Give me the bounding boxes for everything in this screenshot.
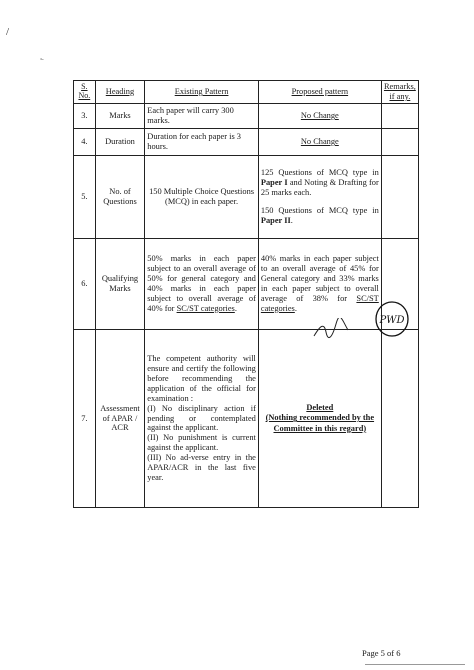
row-remarks [381, 239, 418, 330]
row-existing: 150 Multiple Choice Questions (MCQ) in each paper. [145, 156, 259, 239]
row-remarks [381, 156, 418, 239]
header-heading: Heading [95, 81, 145, 104]
row-existing [145, 239, 259, 330]
existing-intro: The competent authority will ensure and certify the following before recommending the application of the official for examination : [147, 354, 256, 403]
table-row [74, 156, 419, 239]
proposed-bold: Paper I [260, 178, 288, 188]
row-proposed [258, 239, 381, 330]
row-heading: Marks [95, 104, 145, 129]
table-row [74, 239, 419, 330]
row-remarks [381, 129, 418, 156]
existing-text: 50% marks in each paper subject to an overall average of 50% for general category and 40% marks in each paper subject to overall average of 40% for [147, 254, 256, 313]
proposed-text: . [290, 215, 293, 225]
row-heading: Qualifying Marks [95, 239, 145, 330]
proposed-text: 40% marks in each paper subject to an overall average of 45% for General category and 33% marks in each paper subject to overall average of 38% for [260, 254, 379, 303]
header-proposed: Proposed pattern [258, 81, 381, 104]
proposed-text: 150 Questions of MCQ type in [260, 205, 379, 215]
row-sno: 3. [74, 104, 96, 129]
exam-pattern-table [73, 80, 419, 508]
table-row [74, 330, 419, 508]
existing-item-2: (II) No punishment is current against the applicant. [147, 433, 256, 453]
table-row [74, 129, 419, 156]
row-sno: 4. [74, 129, 96, 156]
proposed-deleted: Deleted [306, 402, 334, 412]
page-number: Page 5 of 6 [362, 648, 401, 658]
existing-text: . [234, 303, 237, 313]
row-remarks [381, 330, 418, 508]
row-existing: Duration for each paper is 3 hours. [145, 129, 259, 156]
header-remarks: Remarks, if any. [381, 81, 418, 104]
row-proposed [258, 156, 381, 239]
row-proposed: No Change [258, 104, 381, 129]
row-proposed [258, 330, 381, 508]
proposed-text: 125 Questions of MCQ type in [260, 168, 379, 178]
proposed-underlined: SC/ST categories [260, 293, 379, 313]
row-remarks [381, 104, 418, 129]
row-heading: Duration [95, 129, 145, 156]
row-proposed: No Change [258, 129, 381, 156]
table-row [74, 104, 419, 129]
stamp-text: PWD [379, 315, 405, 326]
header-existing: Existing Pattern [145, 81, 259, 104]
existing-item-3: (III) No ad-verse entry in the APAR/ACR in the last five year. [147, 453, 256, 482]
row-heading: No. of Questions [95, 156, 145, 239]
existing-item-1: (I) No disciplinary action if pending or contemplated against the applicant. [147, 403, 256, 433]
row-sno: 6. [74, 239, 96, 330]
header-sno: S. No. [74, 81, 96, 104]
proposed-text: and Noting & Drafting for 25 marks each. [260, 178, 379, 198]
row-heading: Assessment of APAR / ACR [95, 330, 145, 508]
row-sno: 7. [74, 330, 96, 508]
existing-underlined: SC/ST categories [176, 303, 235, 313]
proposed-note: (Nothing recommended by the Committee in this regard) [265, 413, 375, 433]
row-existing: Each paper will carry 300 marks. [145, 104, 259, 129]
scan-artifact-tick: / [6, 26, 10, 38]
footer-rule [365, 664, 465, 668]
table-header-row [74, 81, 419, 104]
proposed-bold: Paper II [260, 215, 291, 225]
row-existing [145, 330, 259, 508]
proposed-text: . [294, 303, 297, 313]
scan-artifact-mark: ᵓ· [40, 56, 45, 64]
row-sno: 5. [74, 156, 96, 239]
